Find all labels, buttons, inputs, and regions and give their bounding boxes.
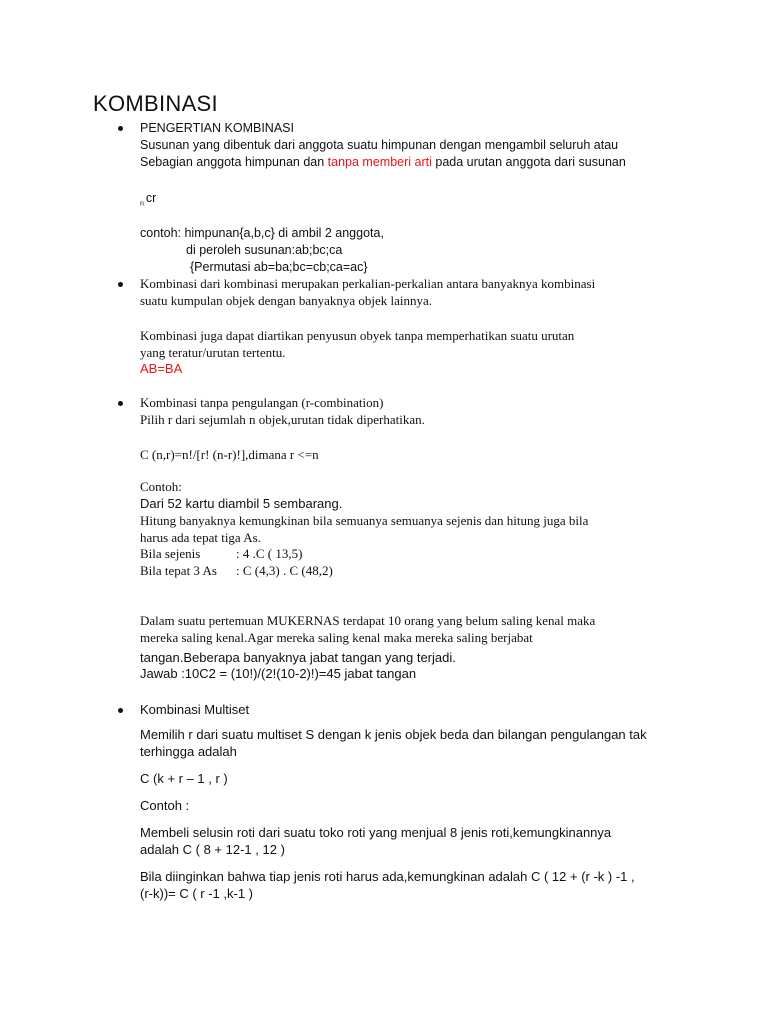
kombinasi-arti-line-2: yang teratur/urutan tertentu. [140,345,286,360]
page-title: KOMBINASI [93,91,218,116]
multiset-description-line-2: terhingga adalah [140,744,237,759]
r-combination-formula: C (n,r)=n!/[r! (n-r)!],dimana r <=n [140,447,319,462]
multiset-description-line-1: Memilih r dari suatu multiset S dengan k jenis objek beda dan bilangan pengulangan tak [140,727,647,742]
example-line-3: {Permutasi ab=ba;bc=cb;ca=ac} [190,260,368,274]
bullet-icon [118,401,123,406]
multiset-example-line-3: Bila diinginkan bahwa tiap jenis roti harus ada,kemungkinan adalah C ( 12 + (r -k ) -1 , [140,869,635,884]
contoh-line-1: Dari 52 kartu diambil 5 sembarang. [140,496,343,511]
kombinasi-dari-kombinasi-line-2: suatu kumpulan objek dengan banyaknya objek lainnya. [140,293,433,308]
bila-tepat-label: Bila tepat 3 As [140,563,217,578]
definition-highlight: tanpa memberi arti [327,155,432,169]
section-heading-pengertian: PENGERTIAN KOMBINASI [140,121,294,135]
ab-ba-note: AB=BA [140,361,183,376]
notation-text: cr [145,191,157,205]
example-line-2: di peroleh susunan:ab;bc;ca [186,243,343,257]
multiset-example-line-1: Membeli selusin roti dari suatu toko roti yang menjual 8 jenis roti,kemungkinannya [140,825,612,840]
combination-notation [140,190,156,213]
notation-subscript: n [140,200,144,208]
example-line-1: contoh: himpunan{a,b,c} di ambil 2 anggota, [140,226,384,240]
bullet-icon [118,126,123,131]
multiset-formula: C (k + r – 1 , r ) [140,771,228,786]
section-heading-multiset: Kombinasi Multiset [140,702,250,717]
bila-tepat-value: : C (4,3) . C (48,2) [236,563,333,578]
r-combination-description: Pilih r dari sejumlah n objek,urutan tidak diperhatikan. [140,412,425,427]
bullet-icon [118,708,123,713]
section-heading-r-combination: Kombinasi tanpa pengulangan (r-combination) [140,395,384,410]
definition-text-b: pada urutan anggota dari susunan [431,155,626,169]
problem-line-1: Dalam suatu pertemuan MUKERNAS terdapat 10 orang yang belum saling kenal maka [140,613,596,628]
bila-sejenis-label: Bila sejenis [140,546,201,561]
multiset-contoh-label: Contoh : [140,798,190,813]
bila-sejenis-value: : 4 .C ( 13,5) [236,546,303,561]
definition-line-2 [140,154,626,170]
problem-line-2: mereka saling kenal.Agar mereka saling kenal maka mereka saling berjabat [140,630,533,645]
problem-answer: Jawab :10C2 = (10!)/(2!(10-2)!)=45 jabat tangan [140,666,417,681]
contoh-line-2: Hitung banyaknya kemungkinan bila semuanya semuanya sejenis dan hitung juga bila [140,513,589,528]
kombinasi-arti-line-1: Kombinasi juga dapat diartikan penyusun obyek tanpa memperhatikan suatu urutan [140,328,575,343]
definition-line-1: Susunan yang dibentuk dari anggota suatu himpunan dengan mengambil seluruh atau [140,138,619,152]
contoh-line-3: harus ada tepat tiga As. [140,530,261,545]
kombinasi-dari-kombinasi-line-1: Kombinasi dari kombinasi merupakan perkalian-perkalian antara banyaknya kombinasi [140,276,596,291]
bullet-icon [118,282,123,287]
multiset-example-line-2: adalah C ( 8 + 12-1 , 12 ) [140,842,285,857]
problem-line-3: tangan.Beberapa banyaknya jabat tangan yang terjadi. [140,650,456,665]
multiset-example-line-4: (r-k))= C ( r -1 ,k-1 ) [140,886,254,901]
definition-text-a: Sebagian anggota himpunan dan [140,155,328,169]
contoh-label: Contoh: [140,479,182,494]
